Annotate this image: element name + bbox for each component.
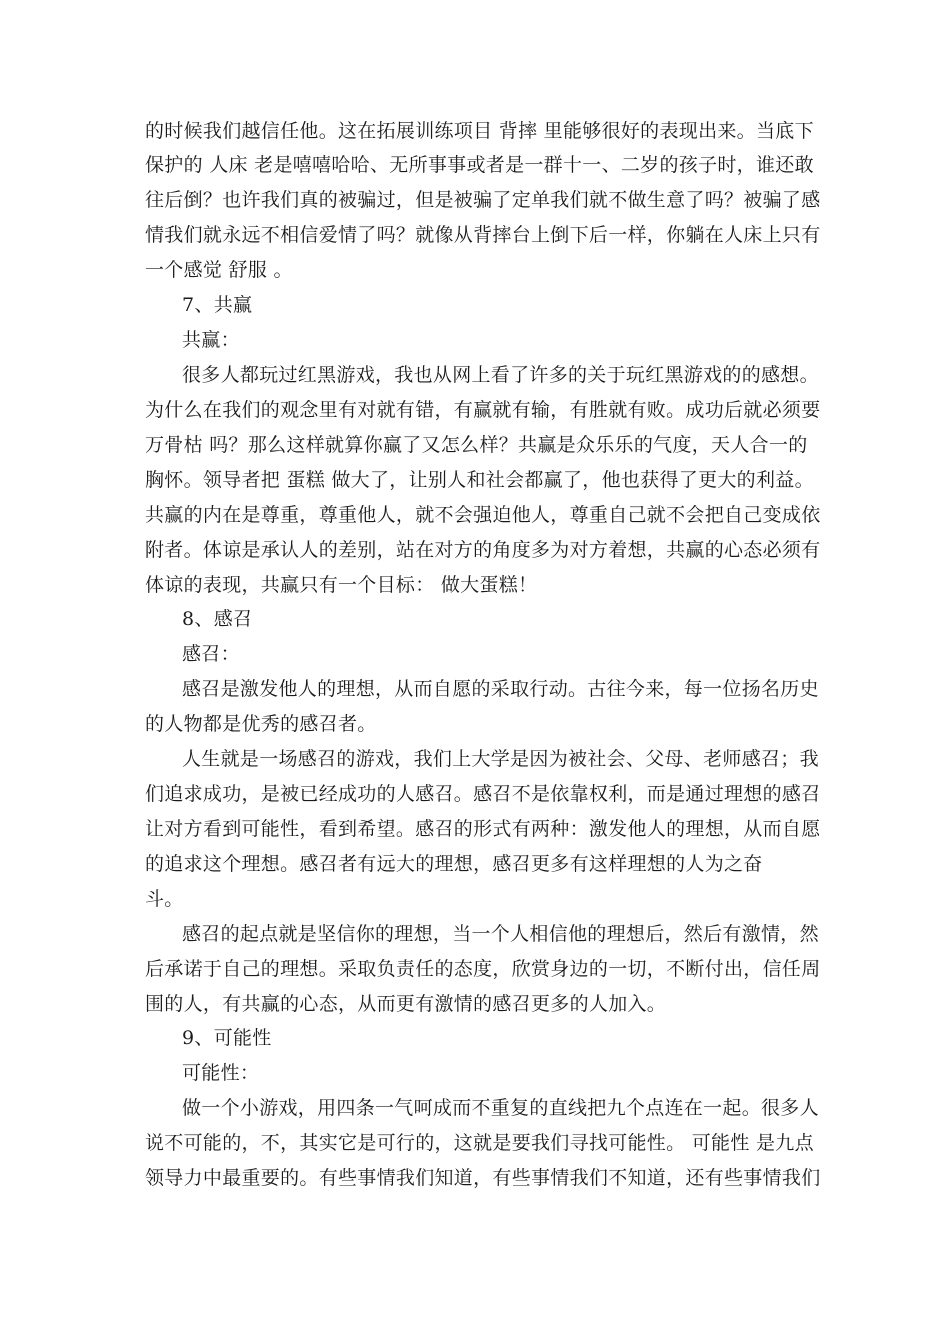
paragraph-line: 为什么在我们的观念里有对就有错，有赢就有输，有胜就有败。成功后就必须要 — [145, 399, 821, 421]
section-heading: 9、可能性 — [182, 1027, 272, 1049]
paragraph-line: 做一个小游戏，用四条一气呵成而不重复的直线把九个点连在一起。很多人 — [182, 1097, 819, 1119]
subheading: 共赢： — [182, 329, 240, 351]
paragraph-line: 领导力中最重要的。有些事情我们知道，有些事情我们不知道，还有些事情我们 — [145, 1167, 821, 1189]
paragraph-line: 后承诺于自己的理想。采取负责任的态度，欣赏身边的一切，不断付出，信任周 — [145, 958, 821, 980]
paragraph-line: 万骨枯 吗？那么这样就算你赢了又怎么样？共赢是众乐乐的气度，天人合一的 — [145, 434, 808, 456]
paragraph-line: 体谅的表现，共赢只有一个目标： 做大蛋糕！ — [145, 574, 538, 596]
paragraph-line: 感召是激发他人的理想，从而自愿的采取行动。古往今来，每一位扬名历史 — [182, 678, 819, 700]
paragraph-line: 保护的 人床 老是嘻嘻哈哈、无所事事或者是一群十一、二岁的孩子时，谁还敢 — [145, 154, 814, 176]
paragraph-line: 往后倒？也许我们真的被骗过，但是被骗了定单我们就不做生意了吗？被骗了感 — [145, 189, 821, 211]
paragraph-line: 感召的起点就是坚信你的理想，当一个人相信他的理想后，然后有激情，然 — [182, 923, 819, 945]
paragraph-line: 斗。 — [145, 888, 184, 910]
section-heading: 8、感召 — [182, 608, 253, 630]
paragraph-line: 附者。体谅是承认人的差别，站在对方的角度多为对方着想，共赢的心态必须有 — [145, 539, 821, 561]
paragraph-line: 围的人，有共赢的心态，从而更有激情的感召更多的人加入。 — [145, 993, 667, 1015]
paragraph-line: 胸怀。领导者把 蛋糕 做大了，让别人和社会都赢了，他也获得了更大的利益。 — [145, 469, 814, 491]
section-heading: 7、共赢 — [182, 294, 253, 316]
paragraph-line: 们追求成功，是被已经成功的人感召。感召不是依靠权利，而是通过理想的感召 — [145, 783, 821, 805]
subheading: 可能性： — [182, 1062, 260, 1084]
paragraph-line: 共赢的内在是尊重，尊重他人，就不会强迫他人，尊重自己就不会把自己变成依 — [145, 504, 821, 526]
paragraph-line: 的人物都是优秀的感召者。 — [145, 713, 377, 735]
paragraph-line: 很多人都玩过红黑游戏，我也从网上看了许多的关于玩红黑游戏的的感想。 — [182, 364, 819, 386]
paragraph-line: 人生就是一场感召的游戏，我们上大学是因为被社会、父母、老师感召；我 — [182, 748, 819, 770]
paragraph-line: 说不可能的，不，其实它是可行的，这就是要我们寻找可能性。 可能性 是九点 — [145, 1132, 814, 1154]
paragraph-line: 一个感觉 舒服 。 — [145, 259, 293, 281]
paragraph-line: 情我们就永远不相信爱情了吗？就像从背摔台上倒下后一样，你躺在人床上只有 — [145, 224, 821, 246]
subheading: 感召： — [182, 643, 240, 665]
paragraph-line: 的追求这个理想。感召者有远大的理想，感召更多有这样理想的人为之奋 — [145, 853, 763, 875]
paragraph-line: 的时候我们越信任他。这在拓展训练项目 背摔 里能够很好的表现出来。当底下 — [145, 120, 814, 142]
paragraph-line: 让对方看到可能性，看到希望。感召的形式有两种：激发他人的理想，从而自愿 — [145, 818, 821, 840]
